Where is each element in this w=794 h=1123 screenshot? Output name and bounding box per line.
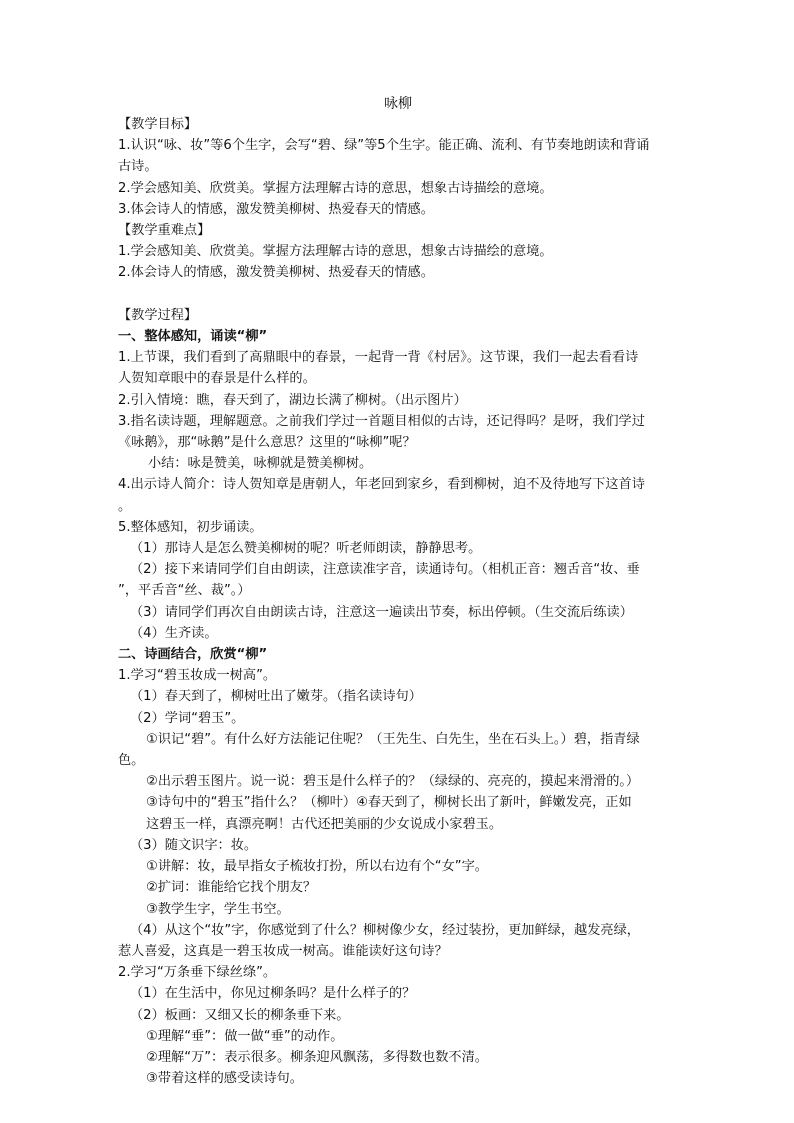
text-line: 1.学会感知美、欣赏美。掌握方法理解古诗的意思，想象古诗描绘的意境。 [118,244,553,260]
text-line: ①理解“垂”：做一做“垂”的动作。 [146,1028,344,1044]
text-line: （2）接下来请同学们自由朗读，注意读准字音，读通诗句。（相机正音：翘舌音“妆、垂 [130,562,640,578]
text-line: ③教学生字，学生书空。 [146,901,290,917]
text-line: ②出示碧玉图片。说一说：碧玉是什么样子的？（绿绿的、亮亮的，摸起来滑滑的。） [146,774,640,790]
document-page [118,94,678,1089]
text-line: ③诗句中的“碧玉”指什么？（柳叶）④春天到了，柳树长出了新叶，鲜嫩发亮，正如 [146,795,632,811]
section-heading-key-points: 【教学重难点】 [118,223,211,239]
text-line: 1.学习“碧玉妆成一树高”。 [118,668,277,684]
part-heading-2: 二、诗画结合，欣赏“柳” [118,647,268,663]
text-line: 1.认识“咏、妆”等6个生字，会写“碧、绿”等5个生字。能正确、流利、有节奏地朗读和背诵 [118,138,650,154]
text-line: 2.学习“万条垂下绿丝绦”。 [118,965,277,981]
text-line: 2.学会感知美、欣赏美。掌握方法理解古诗的意思，想象古诗描绘的意境。 [118,180,553,196]
text-line: 色。 [118,753,145,769]
text-line: 惹人喜爱，这真是一碧玉妆成一树高。谁能读好这句诗？ [118,943,448,959]
text-line: （4）从这个“妆”字，你感觉到了什么？柳树像少女，经过装扮，更加鲜绿，越发亮绿， [130,922,640,938]
text-line: 3.体会诗人的情感，激发赞美柳树、热爱春天的情感。 [118,201,434,217]
text-line: 4.出示诗人简介：诗人贺知章是唐朝人，年老回到家乡，看到柳树，迫不及待地写下这首诗 [118,477,645,493]
text-line: （1）春天到了，柳树吐出了嫩芽。（指名读诗句） [130,689,422,705]
text-line: 1.上节课，我们看到了高鼎眼中的春景，一起背一背《村居》。这节课，我们一起去看看诗 [118,350,639,366]
text-line: （2）学词“碧玉”。 [130,710,245,726]
text-line: （1）在生活中，你见过柳条吗？是什么样子的？ [130,986,416,1002]
section-heading-goals: 【教学目标】 [118,117,198,132]
text-line: 3.指名读诗题，理解题意。之前我们学过一首题目相似的古诗，还记得吗？是呀，我们学过 [118,413,645,429]
summary-line: 小结：咏是赞美，咏柳就是赞美柳树。 [148,456,373,472]
text-line: ②扩词：谁能给它找个朋友？ [146,880,317,896]
text-line: 2.体会诗人的情感，激发赞美柳树、热爱春天的情感。 [118,265,434,281]
text-line: （3）随文识字：妆。 [130,837,258,853]
text-line: （1）那诗人是怎么赞美柳树的呢？听老师朗读，静静思考。 [130,541,482,557]
text-line: ”，平舌音“丝、裁”。） [118,583,251,599]
text-line: 。 [118,498,132,514]
text-line: 这碧玉一样，真漂亮啊！古代还把美丽的少女说成小家碧玉。 [146,816,503,832]
text-line: （2）板画：又细又长的柳条垂下来。 [130,1007,350,1023]
text-line: ①识记“碧”。有什么好方法能记住呢？（王先生、白先生，坐在石头上。）碧，指青绿 [146,731,640,747]
text-line: 《咏鹅》，那“咏鹅”是什么意思？这里的“咏柳”呢？ [118,435,416,451]
page-title: 咏柳 [384,96,412,112]
text-line: ②理解“万”：表示很多。柳条迎风飘荡，多得数也数不清。 [146,1049,488,1065]
text-line: ③带着这样的感受读诗句。 [146,1071,303,1087]
text-line: 人贺知章眼中的春景是什么样的。 [118,371,316,387]
part-heading-1: 一、整体感知，诵读“柳” [118,329,268,345]
text-line: 古诗。 [118,159,158,175]
section-heading-process: 【教学过程】 [118,307,198,323]
text-line: 5.整体感知，初步诵读。 [118,519,263,535]
text-line: （4）生齐读。 [130,625,218,641]
text-line: 2.引入情境：瞧，春天到了，湖边长满了柳树。（出示图片） [118,392,467,408]
blank-line [118,284,678,305]
text-line: （3）请同学们再次自由朗读古诗，注意这一遍读出节奏，标出停顿。（生交流后练读） [130,604,633,620]
text-line: ①讲解：妆，最早指女子梳妆打扮，所以右边有个“女”字。 [146,859,488,875]
